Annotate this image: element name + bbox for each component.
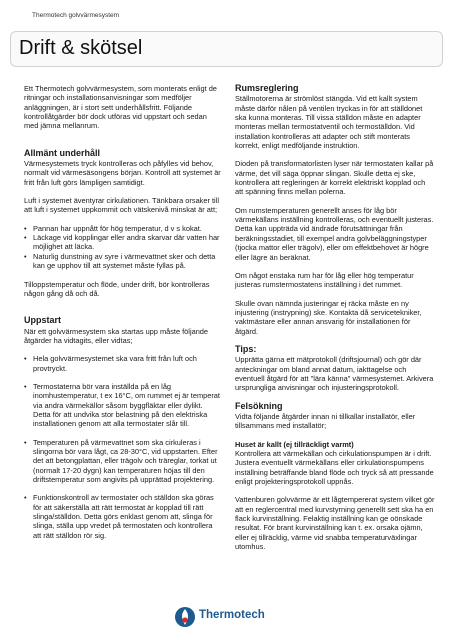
room-control-paragraph-3: Om rumstemperaturen generellt anses för låg bör värmekällans inställning kontrolleras, och eventuellt justeras. Detta kan uppträda vid ändrade förutsättningar från beräkningsstadiet, till exempel andra golvbeläggningstyper (tjocka mattor eller trägolv), eller om effektbehovet är högre eller lägre än beräknat.: [235, 205, 434, 262]
troubleshooting-heading: Felsökning: [235, 400, 283, 411]
tips-heading: Tips:: [235, 343, 257, 354]
air-causes-list: [24, 224, 222, 271]
general-maintenance-heading: Allmänt underhåll: [24, 147, 101, 158]
troubleshooting-paragraph-1: Vidta följande åtgärder innan ni tillkallar installatör, eller tillsammans med installatör;: [235, 411, 416, 431]
list-item: • Funktionskontroll av termostater och ställdon ska göras för att säkerställa att rätt termostat är kopplad till rätt slinga/ställdon. Detta görs enklast genom att, slinga för slinga, ställa upp vredet på termostaten och kontrollera att rätt ställdon rör sig.: [24, 493, 222, 540]
thermotech-logo: [174, 605, 284, 629]
list-item: • Hela golvvärmesystemet ska vara fritt från luft och provtryckt.: [24, 354, 222, 373]
troubleshooting-paragraph-3: Vattenburen golvvärme är ett lågtempererat system vilket gör att en reglercentral med kurvstyrning generellt sett ska ha en flack kurvinställning. Felaktig inställning kan ge oönskade resultat. För brant kurvinställning kan t. ex. orsaka ojämn, eller ej tillräcklig, värme vid snabba temperaturväxlingar utomhus.: [235, 495, 435, 552]
room-control-paragraph-5: Skulle ovan nämnda justeringar ej räcka måste en ny injustering (instrypning) ske. Kontakta då servicetekniker, vaktmästare eller annan ansvarig för installationen för åtgärd.: [235, 298, 422, 336]
room-control-paragraph-2: Dioden på transformatorlisten lyser när termostaten kallar på värme, det vill säga öppnar slingan. Skulle detta ej ske, kontrollera att regleringen är korrekt elektriskt kopplad och att spänning finns mellan polerna.: [235, 159, 434, 197]
cold-house-subheading: Huset är kallt (ej tillräckligt varmt): [235, 439, 354, 449]
right-column: [235, 84, 435, 560]
thermotech-logo-icon: [174, 606, 196, 628]
room-control-paragraph-1: Ställmotorerna är strömlöst stängda. Vid ett kallt system måste därför nålen på ventilen tryckas in för att ställdonet ska kunna monteras. Till vissa ställdon måste en adapter monteras mellan termostatventil och termoställdon. Vid installation kontrolleras att adapter och stift monterats korrekt, enligt medföljande instruktion.: [235, 94, 423, 151]
list-item: • Naturlig dunstning av syre i värmevattnet sker och detta kan ge upphov till att systemet måste fyllas på.: [24, 252, 222, 271]
general-paragraph-2: Luft i systemet äventyrar cirkulationen. Tänkbara orsaker till att luft i systemet uppkommit och vätskenivå minskat är att;: [24, 196, 219, 215]
room-control-heading: Rumsreglering: [235, 83, 299, 93]
startup-heading: Uppstart: [24, 315, 62, 326]
title-box: [10, 31, 443, 67]
room-control-paragraph-4: Om något enstaka rum har för låg eller hög temperatur justeras rumstermostatens inställning i det rummet.: [235, 270, 414, 290]
startup-list: [24, 354, 222, 540]
general-paragraph-3: Tilloppstemperatur och flöde, under drift, bör kontrolleras någon gång då och då.: [24, 279, 210, 298]
troubleshooting-paragraph-2: Kontrollera att värmekällan och cirkulationspumpen är i drift. Justera eventuellt värmekällans eller cirkulationspumpens inställning beträffande bland flöde och tryck så att pressande enligt projekteringsprotokoll uppnås.: [235, 449, 434, 487]
list-item: • Termostaterna bör vara inställda på en låg inomhustemperatur, t ex 16°C, om rummet ej är temperat via andra värmekällor såsom byggfläktar eller dylikt. Detta för att undvika stor belastning på den elektriska installationen genom att alla termostater slår till.: [24, 382, 222, 429]
startup-paragraph: När ett golvvärmesystem ska startas upp måste följande åtgärder ha vidtagits, eller vidtas;: [24, 326, 209, 345]
tips-paragraph: Upprätta gärna ett mätprotokoll (driftsjournal) och gör där anteckningar om bland annat datum, iakttagelse och eventuell åtgärd för att "lära känna" värmesystemet. Arkivera ursprungliga anvisningar och injusteringsprotokoll.: [235, 355, 434, 393]
page-title: Drift & skötsel: [19, 37, 143, 59]
list-item: • Läckage vid kopplingar eller andra skarvar där vatten har möjlighet att läcka.: [24, 233, 222, 252]
logo-text: Thermotech: [199, 609, 265, 621]
list-item: • Temperaturen på värmevattnet som ska cirkuleras i slingorna bör vara lågt, ca 28-30°C, vid uppstarten. Efter det att betongplattan, eller trägolv och träreglar, torkat ut (normalt 17-20 dygn) kan temperaturen höjas till den driftstemperatur som angivits på upprättad projektering.: [24, 438, 222, 485]
left-column: [24, 84, 222, 549]
document-header-label: Thermotech golvvärmesystem: [32, 12, 120, 19]
general-paragraph-1: Värmesystemets tryck kontrolleras och påfylles vid behov, normalt vid värmesäsongens början. Kontroll att systemet är fritt från luft görs lämpligen samtidigt.: [24, 159, 221, 187]
intro-paragraph: Ett Thermotech golvvärmesystem, som monterats enligt de ritningar och installationsanvisningar som medföljer anläggningen, är i stort sett underhållsfritt. Följande kontrollåtgärder bör dock utföras vid uppstart och sedan med jämna mellanrum.: [24, 84, 217, 131]
list-item: • Pannan har uppnått för hög temperatur, d v s kokat.: [24, 224, 222, 233]
